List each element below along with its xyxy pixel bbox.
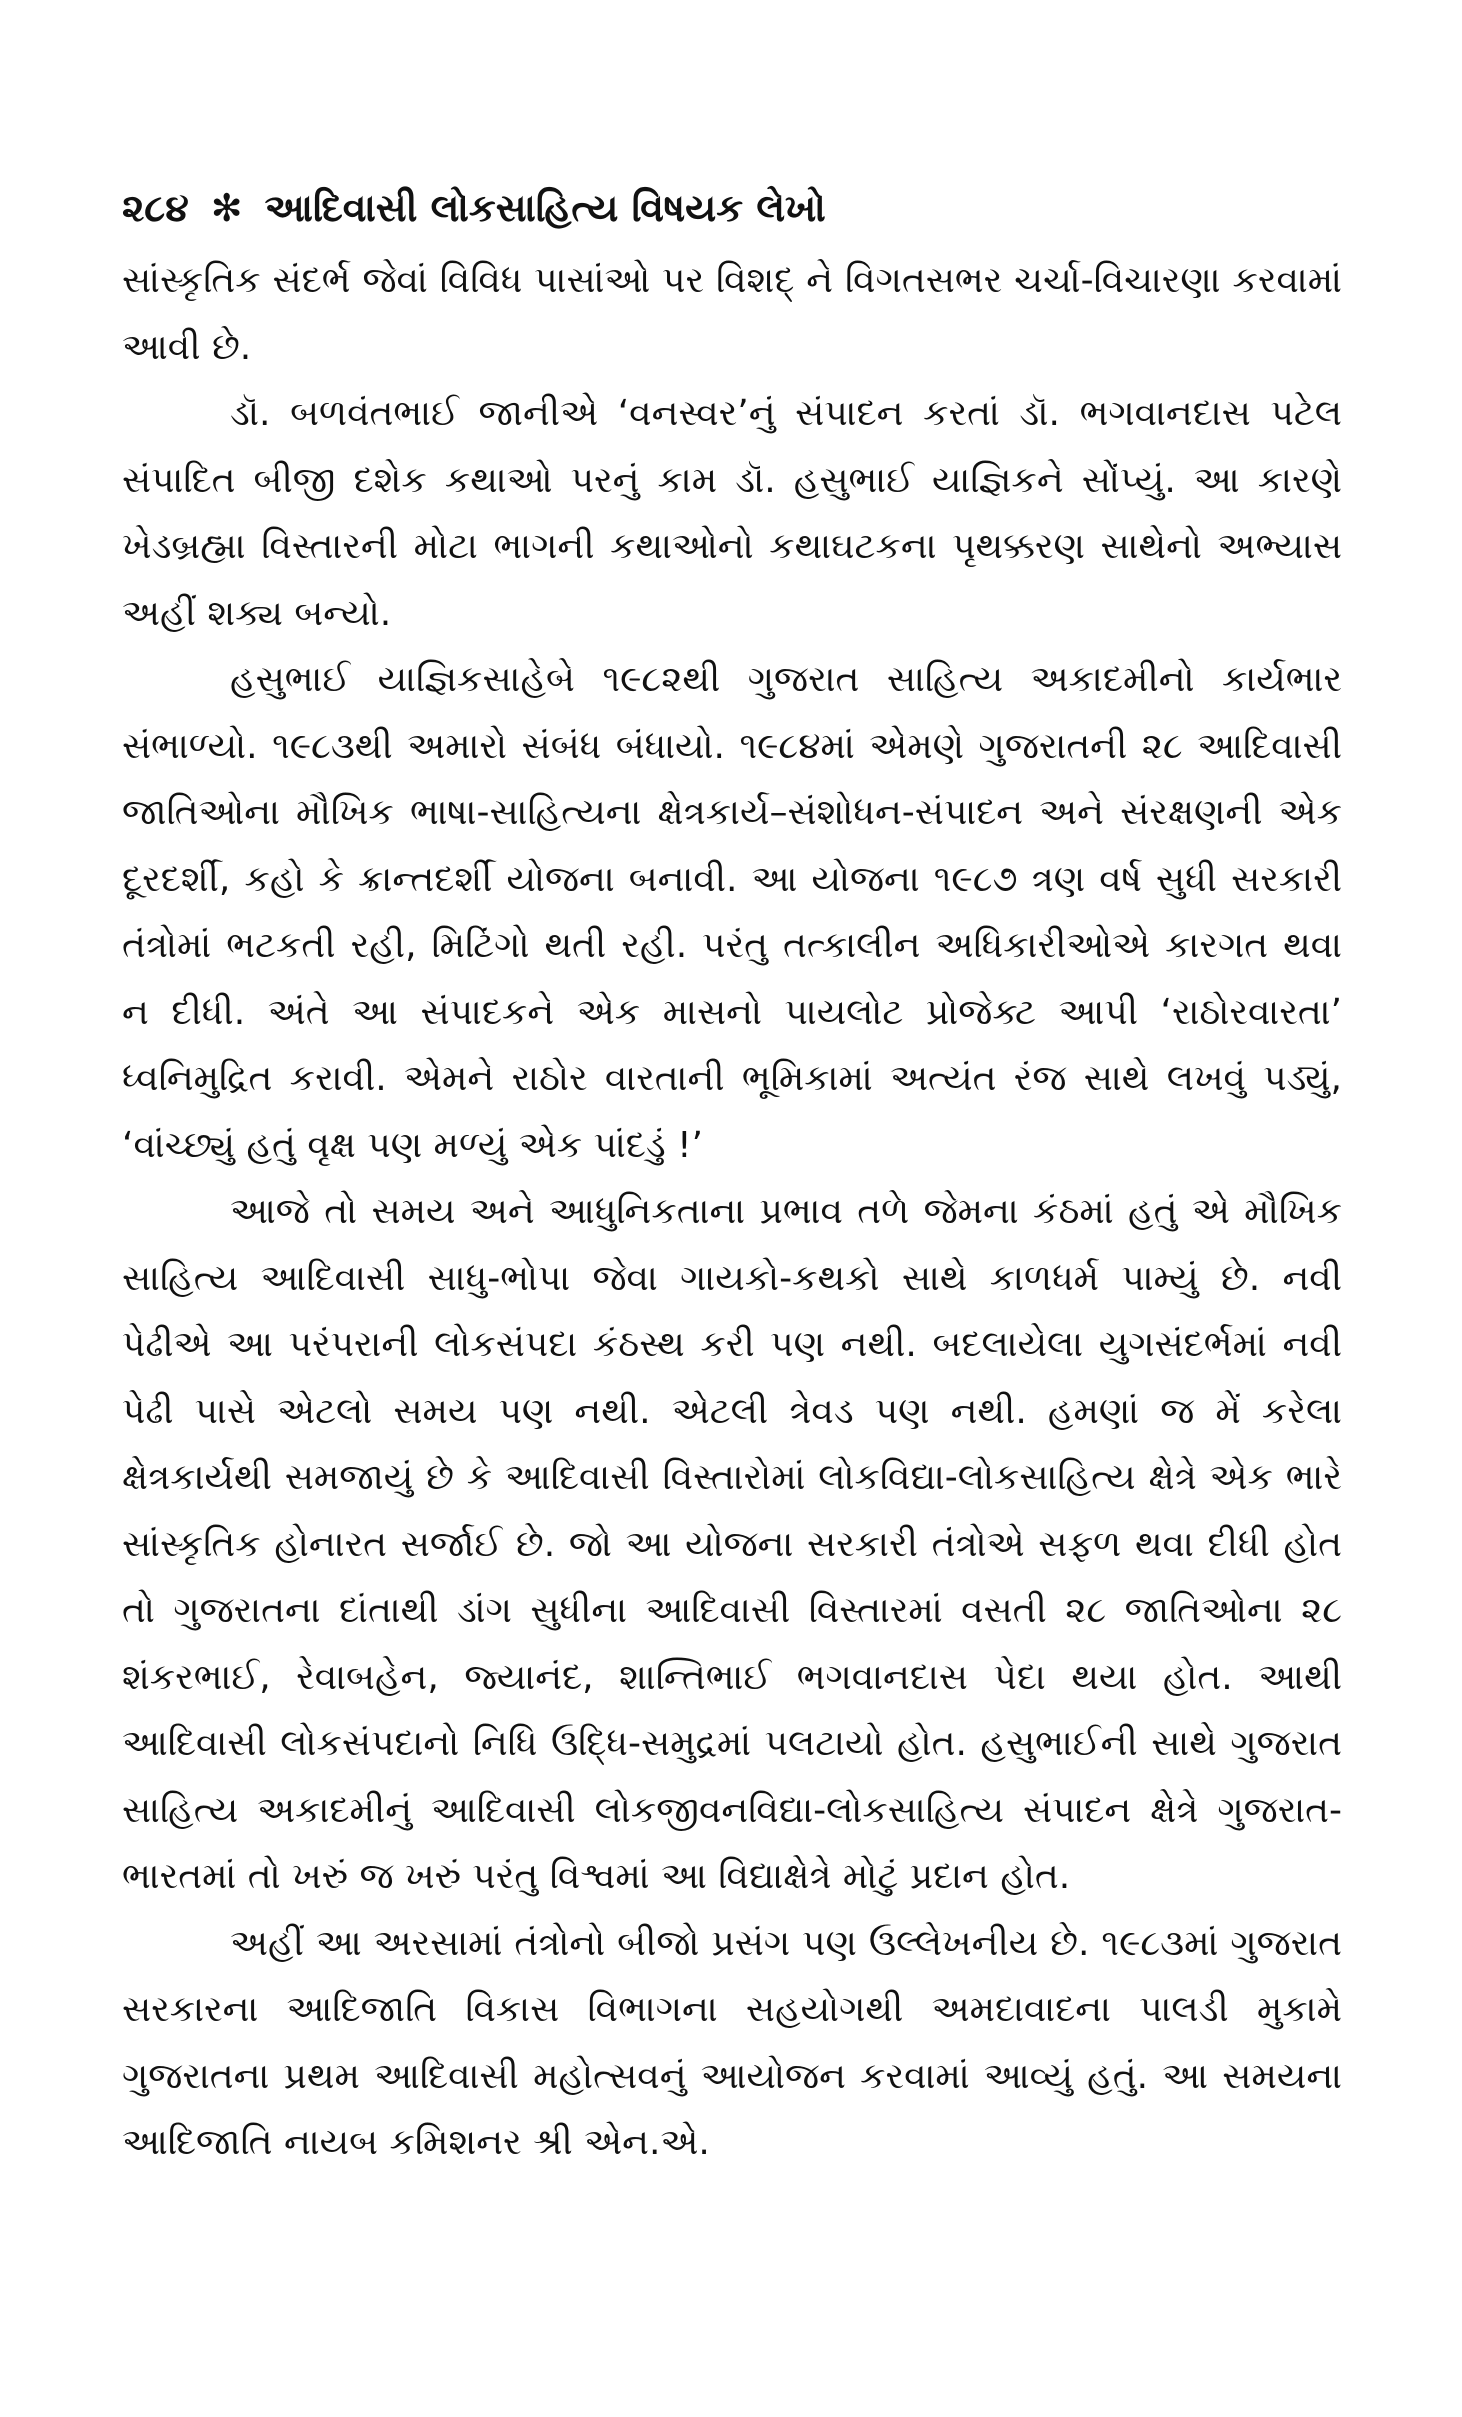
book-title: આદિવાસી લોકસાહિત્ય વિષયક લેખો (264, 186, 826, 230)
paragraph: અહીં આ અરસામાં તંત્રોનો બીજો પ્રસંગ પણ ઉલ્લેખનીય છે. ૧૯૮૩માં ગુજરાત સરકારના આદિજાતિ વિકાસ વિભાગના સહયોગથી અમદાવાદના પાલડી મુકામે ગુજરાતના પ્રથમ આદિવાસી મહોત્સવનું આયોજન કરવામાં આવ્યું હતું. આ સમયના આદિજાતિ નાયબ કમિશનર શ્રી એન.એ. (122, 1922, 1342, 2163)
running-header (122, 178, 1342, 238)
paragraph: ડૉ. બળવંતભાઈ જાનીએ ‘વનસ્વર’નું સંપાદન કરતાં ડૉ. ભગવાનદાસ પટેલ સંપાદિત બીજી દશેક કથાઓ પરનું કામ ડૉ. હસુભાઈ યાજ્ઞિકને સોંપ્યું. આ કારણે ખેડબ્રહ્મા વિસ્તારની મોટા ભાગની કથાઓનો કથાઘટકના પૃથક્કરણ સાથેનો અભ્યાસ અહીં શક્ય બન્યો. (122, 393, 1342, 634)
paragraph: હસુભાઈ યાજ્ઞિકસાહેબે ૧૯૮૨થી ગુજરાત સાહિત્ય અકાદમીનો કાર્યભાર સંભાળ્યો. ૧૯૮૩થી અમારો સંબંધ બંધાયો. ૧૯૮૪માં એમણે ગુજરાતની ૨૮ આદિવાસી જાતિઓના મૌખિક ભાષા-સાહિત્યના ક્ષેત્રકાર્ય–સંશોધન-સંપાદન અને સંરક્ષણની એક દૂરદર્શી, કહો કે ક્રાન્તદર્શી યોજના બનાવી. આ યોજના ૧૯૮૭ ત્રણ વર્ષ સુધી સરકારી તંત્રોમાં ભટકતી રહી, મિટિંગો થતી રહી. પરંતુ તત્કાલીન અધિકારીઓએ કારગત થવા ન દીધી. અંતે આ સંપાદકને એક માસનો પાયલોટ પ્રોજેક્ટ આપી ‘રાઠોરવારતા’ ધ્વનિમુદ્રિત કરાવી. એમને રાઠોર વારતાની ભૂમિકામાં અત્યંત રંજ સાથે લખવું પડ્યું, ‘વાંચ્છ્યું હતું વૃક્ષ પણ મળ્યું એક પાંદડું !’ (122, 659, 1342, 1166)
page-number: ૨૮૪ (122, 186, 189, 230)
asterisk-separator-icon: ✻ (210, 186, 243, 230)
paragraph: આજે તો સમય અને આધુનિકતાના પ્રભાવ તળે જેમના કંઠમાં હતું એ મૌખિક સાહિત્ય આદિવાસી સાધુ-ભોપા જેવા ગાયકો-કથકો સાથે કાળધર્મ પામ્યું છે. નવી પેઢીએ આ પરંપરાની લોકસંપદા કંઠસ્થ કરી પણ નથી. બદલાયેલા યુગસંદર્ભમાં નવી પેઢી પાસે એટલો સમય પણ નથી. એટલી ત્રેવડ પણ નથી. હમણાં જ મેં કરેલા ક્ષેત્રકાર્યથી સમજાયું છે કે આદિવાસી વિસ્તારોમાં લોકવિદ્યા-લોકસાહિત્ય ક્ષેત્રે એક ભારે સાંસ્કૃતિક હોનારત સર્જાઈ છે. જો આ યોજના સરકારી તંત્રોએ સફળ થવા દીધી હોત તો ગુજરાતના દાંતાથી ડાંગ સુધીના આદિવાસી વિસ્તારમાં વસતી ૨૮ જાતિઓના ૨૮ શંકરભાઈ, રેવાબહેન, જ્યાનંદ, શાન્તિભાઈ ભગવાનદાસ પેદા થયા હોત. આથી આદિવાસી લોકસંપદાનો નિધિ ઉદ્ધિ-સમુદ્રમાં પલટાયો હોત. હસુભાઈની સાથે ગુજરાત સાહિત્ય અકાદમીનું આદિવાસી લોકજીવનવિદ્યા-લોકસાહિત્ય સંપાદન ક્ષેત્રે ગુજરાત-ભારતમાં તો ખરું જ ખરું પરંતુ વિશ્વમાં આ વિદ્યાક્ષેત્રે મોટું પ્રદાન હોત. (122, 1191, 1342, 1897)
body-text (122, 248, 1342, 2177)
paragraph-continued: સાંસ્કૃતિક સંદર્ભ જેવાં વિવિધ પાસાંઓ પર વિશદ્ ને વિગતસભર ચર્ચા-વિચારણા કરવામાં આવી છે. (122, 260, 1342, 368)
